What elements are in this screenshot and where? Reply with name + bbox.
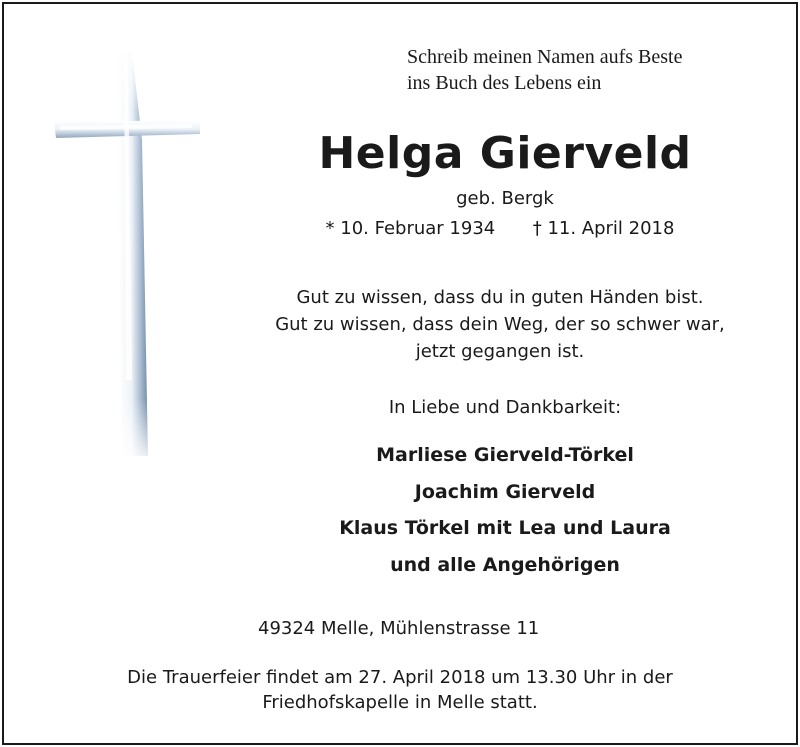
address: 49324 Melle, Mühlenstrasse 11 — [258, 618, 540, 639]
birth-date: * 10. Februar 1934 — [325, 218, 496, 239]
bible-quote — [407, 44, 682, 96]
mourner: und alle Angehörigen — [390, 553, 620, 576]
poem — [250, 284, 750, 365]
life-dates — [300, 218, 700, 239]
funeral-info — [100, 665, 700, 715]
mourner: Marliese Gierveld-Törkel — [376, 444, 634, 466]
deceased-name: Helga Gierveld — [318, 128, 692, 179]
quote-line: ins Buch des Lebens ein — [407, 72, 602, 94]
mourners-list — [290, 437, 720, 583]
mourner: Klaus Törkel mit Lea und Laura — [339, 517, 671, 539]
poem-line: Gut zu wissen, dass du in guten Händen bist. — [296, 287, 704, 308]
death-date: † 11. April 2018 — [532, 218, 675, 239]
funeral-line: Die Trauerfeier findet am 27. April 2018 um 13.30 Uhr in der — [127, 667, 673, 688]
thanks-line: In Liebe und Dankbarkeit: — [388, 397, 622, 418]
cross-icon — [52, 50, 202, 460]
birth-name: geb. Bergk — [456, 188, 554, 209]
poem-line: jetzt gegangen ist. — [415, 341, 585, 362]
poem-line: Gut zu wissen, dass dein Weg, der so schwer war, — [275, 314, 725, 335]
funeral-line: Friedhofskapelle in Melle statt. — [262, 692, 538, 713]
quote-line: Schreib meinen Namen aufs Beste — [407, 46, 683, 68]
mourner: Joachim Gierveld — [414, 480, 596, 503]
